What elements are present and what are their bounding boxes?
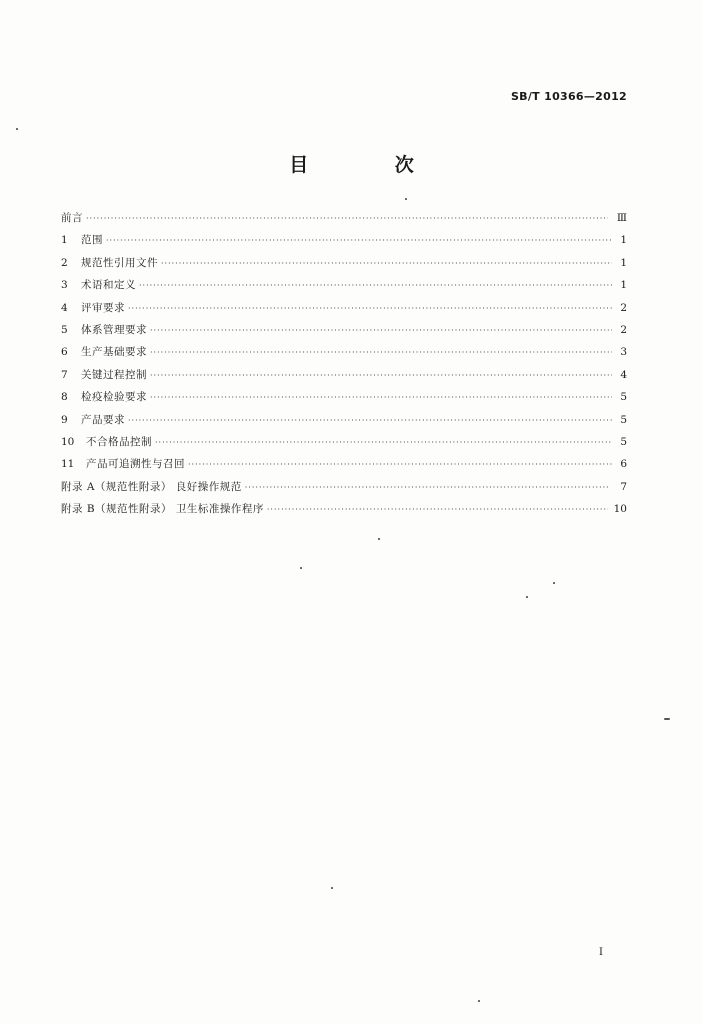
- toc-entry-normative-references[interactable]: [61, 255, 627, 277]
- toc-entry-page: 5: [620, 413, 627, 426]
- dot-leader: [128, 305, 612, 313]
- toc-entry-label: 生产基础要求: [81, 346, 147, 359]
- toc-entry-page: 4: [620, 368, 627, 381]
- toc-entry-foreword[interactable]: [61, 210, 627, 232]
- toc-entry-page: 1: [620, 256, 627, 269]
- scan-speck: [526, 596, 528, 598]
- toc-entry-appendix-b[interactable]: [61, 501, 627, 523]
- dot-leader: [106, 237, 612, 245]
- toc-entry-page: 6: [620, 458, 627, 471]
- standard-code: SB/T 10366—2012: [510, 90, 627, 103]
- toc-entry-system-management[interactable]: [61, 322, 627, 344]
- scan-speck: [300, 567, 302, 569]
- toc-entry-label: 产品要求: [81, 413, 125, 426]
- dot-leader: [155, 439, 612, 447]
- scan-speck: [553, 582, 555, 584]
- scan-speck: [478, 1000, 480, 1002]
- toc-entry-label: 产品可追溯性与召回: [86, 458, 185, 471]
- toc-entry-terms-definitions[interactable]: [61, 277, 627, 299]
- toc-entry-number: 8: [61, 391, 68, 404]
- toc-entry-number: 4: [61, 301, 68, 314]
- scan-speck: [331, 887, 333, 889]
- toc-entry-label: 规范性引用文件: [81, 256, 158, 269]
- toc-entry-key-process-control[interactable]: [61, 367, 627, 389]
- toc-entry-label: 附录 A（规范性附录） 良好操作规范: [61, 480, 242, 493]
- dot-leader: [86, 215, 608, 223]
- toc-entry-product-requirements[interactable]: [61, 412, 627, 434]
- toc-entry-review-requirements[interactable]: [61, 300, 627, 322]
- scan-speck: [405, 198, 407, 200]
- scan-speck: [378, 538, 380, 540]
- dot-leader: [128, 417, 612, 425]
- toc-entry-label: 前言: [61, 212, 83, 224]
- dot-leader: [150, 394, 612, 402]
- dot-leader: [150, 349, 612, 357]
- scan-speck: [664, 718, 670, 720]
- toc-entry-page: Ⅲ: [616, 212, 627, 224]
- toc-entry-label: 评审要求: [81, 301, 125, 314]
- dot-leader: [267, 506, 608, 514]
- toc-entry-page: 5: [620, 391, 627, 404]
- toc-entry-page: 2: [620, 323, 627, 336]
- toc-entry-label: 体系管理要求: [81, 323, 147, 336]
- toc-entry-label: 不合格品控制: [86, 435, 152, 448]
- scan-speck: [16, 128, 18, 130]
- dot-leader: [161, 260, 612, 268]
- toc-entry-number: 11: [61, 458, 75, 471]
- toc-entry-page: 1: [620, 234, 627, 247]
- toc-entry-number: 2: [61, 256, 68, 269]
- toc-entry-label: 术语和定义: [81, 279, 136, 292]
- dot-leader: [150, 327, 612, 335]
- dot-leader: [139, 282, 612, 290]
- toc-entry-production-basics[interactable]: [61, 344, 627, 366]
- toc-entry-label: 检疫检验要求: [81, 391, 147, 404]
- dot-leader: [245, 484, 608, 492]
- toc-entry-number: 6: [61, 346, 68, 359]
- toc-entry-appendix-a[interactable]: [61, 479, 627, 501]
- toc-entry-number: 3: [61, 279, 68, 292]
- toc-entry-label: 关键过程控制: [81, 368, 147, 381]
- toc-entry-page: 1: [620, 279, 627, 292]
- toc-entry-number: 1: [61, 234, 68, 247]
- dot-leader: [150, 372, 612, 380]
- toc-entry-label: 范围: [81, 234, 103, 247]
- toc-entry-page: 3: [620, 346, 627, 359]
- toc-list: [61, 210, 627, 523]
- toc-entry-number: 9: [61, 413, 68, 426]
- toc-entry-quarantine-inspection[interactable]: [61, 389, 627, 411]
- toc-entry-number: 7: [61, 368, 68, 381]
- toc-entry-number: 5: [61, 323, 68, 336]
- toc-entry-scope[interactable]: [61, 232, 627, 254]
- toc-entry-page: 5: [620, 435, 627, 448]
- page-number: I: [599, 947, 603, 958]
- toc-entry-label: 附录 B（规范性附录） 卫生标准操作程序: [61, 503, 264, 516]
- toc-entry-page: 10: [613, 503, 627, 516]
- toc-entry-page: 2: [620, 301, 627, 314]
- toc-entry-number: 10: [61, 435, 75, 448]
- toc-entry-traceability-recall[interactable]: [61, 456, 627, 478]
- toc-entry-page: 7: [620, 480, 627, 493]
- toc-entry-nonconforming-control[interactable]: [61, 434, 627, 456]
- dot-leader: [188, 461, 612, 469]
- toc-title: 目 次: [289, 154, 454, 176]
